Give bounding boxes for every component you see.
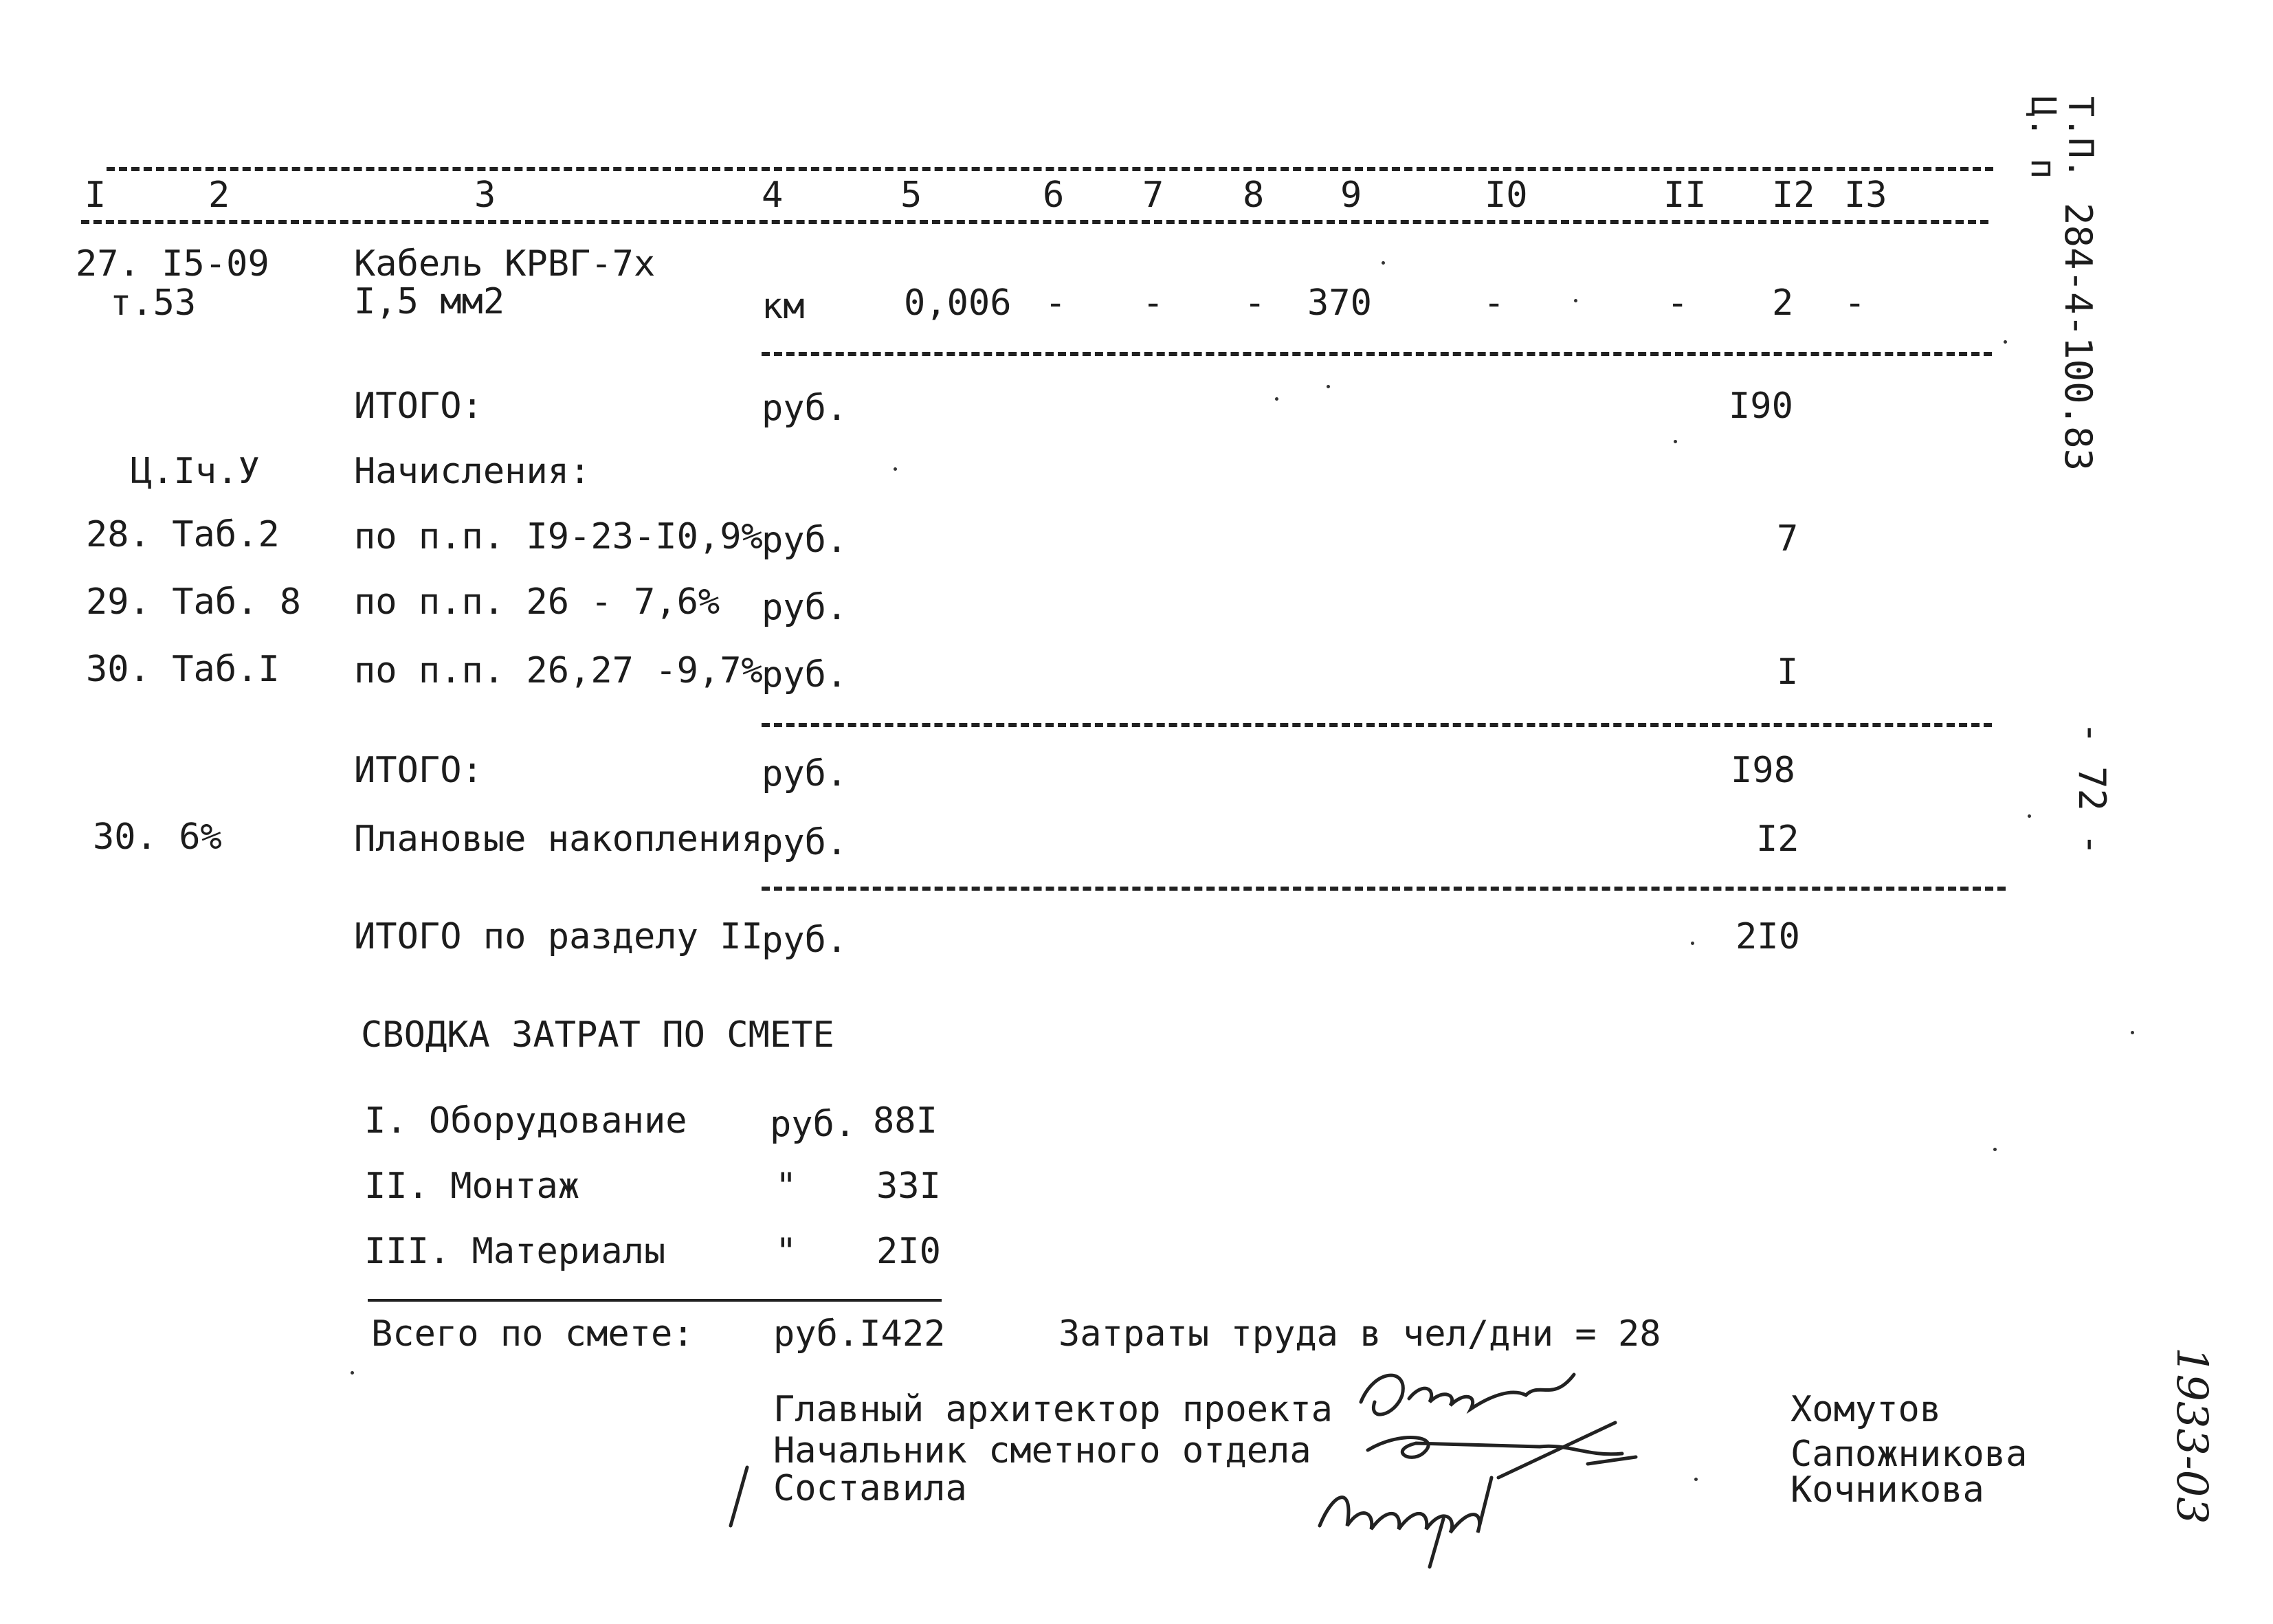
col-header-2: 2 [208, 175, 230, 216]
signature-name: Сапожникова [1790, 1434, 2028, 1475]
col-header-5: 5 [900, 175, 922, 216]
total2-unit: руб. [762, 753, 848, 794]
planned-label: Плановые накопления [354, 819, 763, 860]
summary-value: 33I [876, 1166, 941, 1207]
col-header-13: I3 [1844, 175, 1887, 216]
summary-value: 88I [873, 1100, 938, 1142]
summary-unit: руб. [770, 1104, 856, 1145]
summary-unit: " [775, 1231, 797, 1272]
planned-unit: руб. [762, 822, 848, 863]
col-header-11: II [1663, 175, 1707, 216]
summary-label: I. Оборудование [364, 1100, 687, 1142]
total1-unit: руб. [762, 388, 848, 429]
row-col11: - [1667, 282, 1689, 324]
total2-value: I98 [1731, 750, 1795, 791]
accruals-ref: Ц.Iч.У [131, 451, 260, 492]
planned-number: 30. 6% [93, 816, 222, 858]
scan-speck [2131, 1031, 2134, 1034]
col-header-1: I [85, 175, 107, 216]
row-description: по п.п. 26 - 7,6% [354, 581, 720, 623]
row-number: 27. I5-09 [76, 243, 269, 285]
row-unit: руб. [762, 587, 848, 628]
side-label-line2: Ц. п [2023, 96, 2063, 179]
planned-value: I2 [1756, 819, 1799, 860]
row-col7: - [1142, 282, 1164, 324]
side-label-line1: Т.П. [2061, 96, 2100, 179]
summary-total-value: руб.I422 [773, 1313, 946, 1355]
scan-speck [1993, 1148, 1997, 1151]
summary-total-rule [368, 1299, 942, 1302]
row-col12: 2 [1772, 282, 1794, 324]
scan-speck [1691, 942, 1694, 945]
summary-unit: " [775, 1166, 797, 1207]
scan-speck [2028, 814, 2031, 818]
row-value: 7 [1777, 518, 1799, 559]
row-number: 30. Таб.I [86, 649, 280, 690]
scan-speck [1694, 1478, 1698, 1481]
col-header-10: I0 [1485, 175, 1528, 216]
row-description: по п.п. 26,27 -9,7% [354, 650, 763, 691]
section-total-unit: руб. [762, 920, 848, 961]
scan-speck [1574, 299, 1577, 302]
row-col13: - [1844, 282, 1866, 324]
header-top-rule [107, 167, 1993, 171]
row-col5: 0,006 [904, 282, 1012, 324]
subtotal-rule-2 [762, 723, 1992, 727]
summary-total-label: Всего по смете: [371, 1313, 694, 1355]
section-total-value: 2I0 [1736, 916, 1800, 957]
scan-speck [1674, 440, 1677, 443]
total2-label: ИТОГО: [354, 750, 483, 791]
summary-label: II. Монтаж [364, 1166, 580, 1207]
col-header-7: 7 [1142, 175, 1164, 216]
row-col6: - [1045, 282, 1067, 324]
signature-role: Главный архитектор проекта [773, 1389, 1333, 1430]
summary-value: 2I0 [876, 1231, 941, 1272]
scan-speck [1382, 261, 1385, 265]
row-unit: руб. [762, 654, 848, 696]
summary-label: III. Материалы [364, 1231, 666, 1272]
signature-name: Кочникова [1790, 1469, 1984, 1511]
stroke-mark-icon [725, 1464, 753, 1533]
row-name-line1: Кабель КРВГ-7х [354, 243, 656, 285]
scan-speck [2004, 340, 2007, 344]
row-unit: руб. [762, 520, 848, 561]
col-header-4: 4 [762, 175, 784, 216]
col-header-12: I2 [1772, 175, 1815, 216]
col-header-6: 6 [1043, 175, 1065, 216]
summary-title: СВОДКА ЗАТРАТ ПО СМЕТЕ [361, 1014, 834, 1056]
scan-speck [1275, 397, 1278, 401]
row-name-line2: I,5 мм2 [354, 281, 505, 322]
row-number: 29. Таб. 8 [86, 581, 302, 623]
row-value: I [1777, 652, 1799, 693]
inventory-number: 1933-03 [2167, 1347, 2217, 1524]
col-header-3: 3 [474, 175, 496, 216]
row-number: 28. Таб.2 [86, 514, 280, 555]
scan-speck [1327, 385, 1330, 388]
signature-name: Хомутов [1790, 1389, 1942, 1430]
signature-role: Начальник сметного отдела [773, 1430, 1311, 1471]
scan-speck [351, 1371, 354, 1375]
col-header-9: 9 [1340, 175, 1362, 216]
accruals-label: Начисления: [354, 451, 591, 492]
row-reference: т.53 [110, 282, 197, 324]
row-col9: 370 [1307, 282, 1372, 324]
labor-cost: Затраты труда в чел/дни = 28 [1058, 1313, 1661, 1355]
page-number: - 72 - [2070, 722, 2114, 856]
col-header-8: 8 [1243, 175, 1265, 216]
scan-speck [894, 467, 897, 471]
row-unit: км [762, 286, 805, 327]
row-description: по п.п. I9-23-I0,9% [354, 516, 763, 557]
signature-role: Составила [773, 1468, 967, 1509]
subtotal-rule-1 [762, 352, 1992, 356]
section-total-label: ИТОГО по разделу II [354, 916, 763, 957]
row-col8: - [1244, 282, 1266, 324]
total1-label: ИТОГО: [354, 386, 483, 427]
row-col10: - [1483, 282, 1505, 324]
signature-kochnikova-icon [1306, 1464, 1526, 1574]
total1-value: I90 [1729, 386, 1793, 427]
header-bottom-rule [81, 220, 1988, 224]
subtotal-rule-3 [762, 887, 2006, 891]
side-label-code: 284-4-100.83 [2056, 203, 2100, 471]
